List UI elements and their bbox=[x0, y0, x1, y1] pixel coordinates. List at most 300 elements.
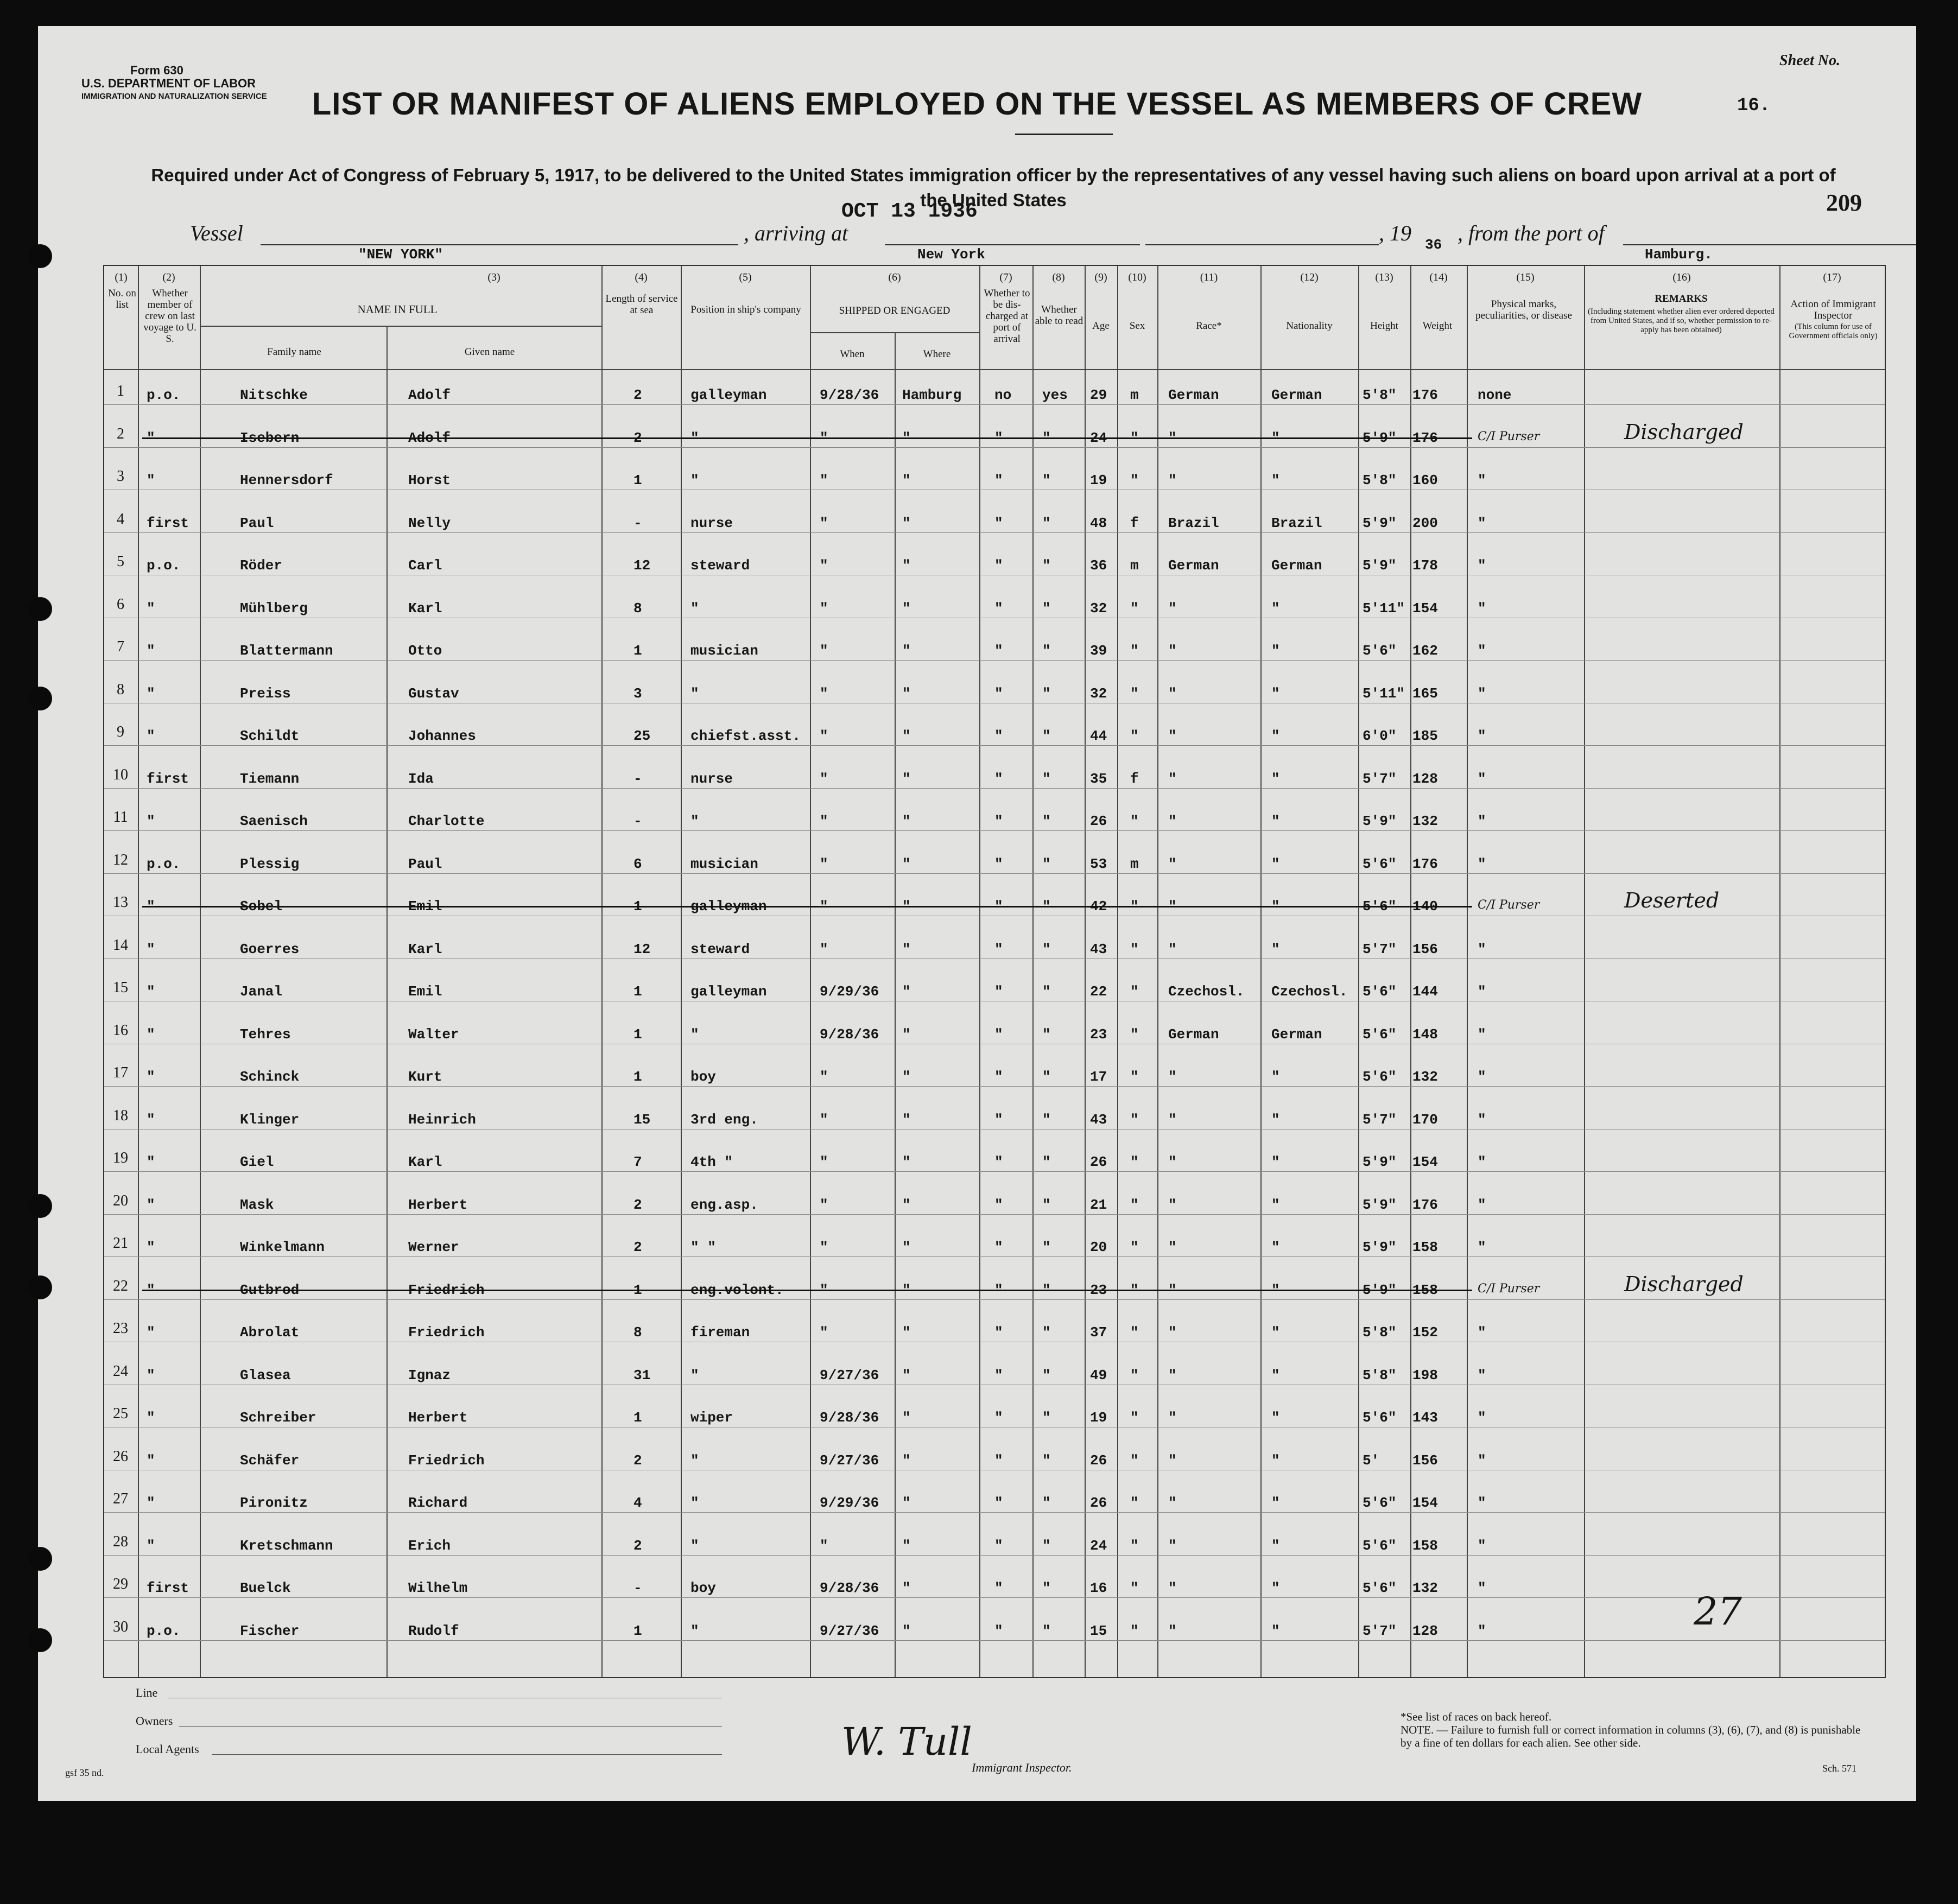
race-cell: German bbox=[1168, 1026, 1219, 1043]
discharged-cell: " bbox=[994, 983, 1003, 1000]
position-cell: galleyman bbox=[690, 387, 767, 403]
age-cell: 26 bbox=[1090, 1452, 1107, 1469]
weight-cell: 148 bbox=[1412, 1026, 1438, 1043]
sex-cell: " bbox=[1130, 1111, 1139, 1128]
last-voyage-cell: " bbox=[147, 1495, 155, 1511]
sex-cell: f bbox=[1130, 770, 1139, 787]
row-number: 3 bbox=[117, 468, 124, 485]
discharged-cell: " bbox=[994, 770, 1003, 787]
column-divider bbox=[1032, 266, 1034, 1677]
shipped-when-cell: 9/28/36 bbox=[820, 1410, 879, 1426]
row-rule bbox=[104, 1299, 1885, 1300]
race-cell: " bbox=[1168, 770, 1177, 787]
form-number: Form 630 bbox=[130, 64, 183, 77]
page-number: 209 bbox=[1826, 189, 1862, 216]
given-name-cell: Richard bbox=[408, 1495, 468, 1511]
weight-cell: 154 bbox=[1412, 1495, 1438, 1511]
column-divider bbox=[200, 266, 201, 1677]
able-to-read-cell: " bbox=[1042, 600, 1051, 617]
family-name-cell: Janal bbox=[240, 983, 283, 1000]
able-to-read-cell: " bbox=[1042, 1537, 1051, 1554]
position-cell: musician bbox=[690, 855, 758, 872]
row-number: 14 bbox=[113, 936, 128, 954]
row-number: 2 bbox=[117, 425, 124, 442]
last-voyage-cell: " bbox=[147, 600, 155, 617]
given-name-cell: Horst bbox=[408, 472, 451, 488]
nationality-cell: " bbox=[1271, 1239, 1280, 1255]
weight-cell: 176 bbox=[1412, 1196, 1438, 1213]
height-cell: 5'9" bbox=[1363, 1196, 1397, 1213]
last-voyage-cell: " bbox=[147, 1452, 155, 1469]
row-number: 7 bbox=[117, 638, 124, 655]
row-number: 5 bbox=[117, 553, 124, 570]
service-cell: - bbox=[633, 515, 642, 531]
discharged-cell: " bbox=[994, 1281, 1003, 1298]
department-name: U.S. DEPARTMENT OF LABOR bbox=[81, 77, 256, 90]
nationality-cell: " bbox=[1271, 898, 1280, 915]
shipped-where-cell: " bbox=[902, 1410, 911, 1426]
arriving-value: New York bbox=[917, 246, 985, 263]
family-name-cell: Hennersdorf bbox=[240, 472, 333, 488]
shipped-when-cell: " bbox=[820, 813, 828, 829]
column-number: (4) bbox=[635, 271, 648, 283]
nationality-cell: " bbox=[1271, 685, 1280, 702]
shipped-where-cell: " bbox=[902, 1495, 911, 1511]
column-number: (7) bbox=[999, 271, 1012, 283]
discharged-cell: no bbox=[994, 387, 1012, 403]
height-cell: 5'6" bbox=[1363, 1069, 1397, 1085]
row-number: 22 bbox=[113, 1277, 128, 1294]
weight-cell: 198 bbox=[1412, 1367, 1438, 1383]
service-cell: 8 bbox=[633, 600, 642, 617]
height-cell: 5'8" bbox=[1363, 472, 1397, 488]
able-to-read-cell: " bbox=[1042, 855, 1051, 872]
last-voyage-cell: " bbox=[147, 898, 155, 915]
age-cell: 24 bbox=[1090, 429, 1107, 446]
sex-cell: f bbox=[1130, 515, 1139, 531]
shipped-where-cell: " bbox=[902, 1324, 911, 1341]
weight-cell: 158 bbox=[1412, 1281, 1438, 1298]
given-name-cell: Friedrich bbox=[408, 1281, 485, 1298]
height-cell: 5'7" bbox=[1363, 770, 1397, 787]
shipped-where-cell: " bbox=[902, 728, 911, 744]
nationality-cell: " bbox=[1271, 1281, 1280, 1298]
able-to-read-cell: " bbox=[1042, 643, 1051, 659]
inspector-label: Immigrant Inspector. bbox=[972, 1761, 1072, 1774]
discharged-cell: " bbox=[994, 1239, 1003, 1255]
able-to-read-cell: " bbox=[1042, 1580, 1051, 1596]
height-cell: 5'9" bbox=[1363, 1239, 1397, 1255]
shipped-where-cell: " bbox=[902, 1239, 911, 1255]
service-cell: 1 bbox=[633, 1281, 642, 1298]
age-cell: 49 bbox=[1090, 1367, 1107, 1383]
discharged-cell: " bbox=[994, 472, 1003, 488]
able-to-read-cell: " bbox=[1042, 1111, 1051, 1128]
row-number: 19 bbox=[113, 1150, 128, 1166]
given-name-cell: Gustav bbox=[408, 685, 459, 702]
physical-marks-cell: " bbox=[1478, 1410, 1486, 1426]
physical-marks-cell: " bbox=[1478, 1367, 1486, 1383]
given-name-cell: Heinrich bbox=[408, 1111, 476, 1128]
column-divider bbox=[1358, 266, 1359, 1677]
nationality-cell: " bbox=[1271, 1537, 1280, 1554]
service-cell: 2 bbox=[633, 1196, 642, 1213]
discharged-cell: " bbox=[994, 515, 1003, 531]
height-cell: 5'6" bbox=[1363, 1495, 1397, 1511]
discharged-cell: " bbox=[994, 941, 1003, 957]
shipped-when-cell: " bbox=[820, 941, 828, 957]
nationality-cell: " bbox=[1271, 600, 1280, 617]
family-name-cell: Röder bbox=[240, 557, 283, 574]
sex-cell: " bbox=[1130, 472, 1139, 488]
age-cell: 32 bbox=[1090, 685, 1107, 702]
race-cell: " bbox=[1168, 1452, 1177, 1469]
weight-cell: 185 bbox=[1412, 728, 1438, 744]
shipped-when-cell: " bbox=[820, 429, 828, 446]
given-name-cell: Charlotte bbox=[408, 813, 485, 829]
position-cell: " bbox=[690, 1622, 699, 1639]
weight-cell: 128 bbox=[1412, 770, 1438, 787]
able-to-read-cell: " bbox=[1042, 1239, 1051, 1255]
race-cell: " bbox=[1168, 1154, 1177, 1170]
family-name-cell: Plessig bbox=[240, 855, 300, 872]
shipped-where-cell: " bbox=[902, 855, 911, 872]
sex-cell: " bbox=[1130, 1281, 1139, 1298]
nationality-cell: Czechosl. bbox=[1271, 983, 1348, 1000]
physical-marks-cell: C/I Purser bbox=[1478, 429, 1540, 443]
nationality-cell: " bbox=[1271, 1154, 1280, 1170]
discharged-cell: " bbox=[994, 557, 1003, 574]
header-col-16-sub: (Including statement whether alien ever ordered deported from United States, and if so, whether permission to re-apply has been obtained) bbox=[1587, 307, 1775, 334]
manifest-page bbox=[38, 26, 1916, 1801]
header-col-15: Physical marks, peculiarities, or disease bbox=[1475, 299, 1572, 321]
weight-cell: 170 bbox=[1412, 1111, 1438, 1128]
port-value: Hamburg. bbox=[1645, 246, 1713, 263]
column-divider bbox=[681, 266, 682, 1677]
physical-marks-cell: " bbox=[1478, 1537, 1486, 1554]
shipped-when-cell: 9/28/36 bbox=[820, 387, 879, 403]
title-underline bbox=[1015, 134, 1113, 135]
shipped-where-cell: " bbox=[902, 1111, 911, 1128]
column-divider bbox=[895, 333, 896, 1677]
shipped-when-cell: " bbox=[820, 728, 828, 744]
able-to-read-cell: " bbox=[1042, 1069, 1051, 1085]
column-number: (6) bbox=[888, 271, 901, 283]
sex-cell: " bbox=[1130, 1026, 1139, 1043]
physical-marks-cell: " bbox=[1478, 983, 1486, 1000]
binder-hole bbox=[28, 687, 52, 710]
column-divider bbox=[1085, 266, 1086, 1677]
physical-marks-cell: " bbox=[1478, 600, 1486, 617]
nationality-cell: " bbox=[1271, 728, 1280, 744]
position-cell: " bbox=[690, 600, 699, 617]
row-number: 30 bbox=[113, 1618, 128, 1635]
port-label: , from the port of bbox=[1458, 221, 1605, 245]
row-rule bbox=[104, 1214, 1885, 1215]
shipped-where-cell: " bbox=[902, 813, 911, 829]
given-name-cell: Erich bbox=[408, 1537, 451, 1554]
sex-cell: " bbox=[1130, 983, 1139, 1000]
discharged-cell: " bbox=[994, 1410, 1003, 1426]
given-name-cell: Friedrich bbox=[408, 1452, 485, 1469]
inspector-signature: W. Tull bbox=[841, 1719, 972, 1764]
sex-cell: " bbox=[1130, 685, 1139, 702]
position-cell: boy bbox=[690, 1069, 716, 1085]
shipped-where-cell: " bbox=[902, 941, 911, 957]
age-cell: 36 bbox=[1090, 557, 1107, 574]
discharged-cell: " bbox=[994, 643, 1003, 659]
given-name-cell: Karl bbox=[408, 600, 442, 617]
given-name-cell: Walter bbox=[408, 1026, 459, 1043]
last-voyage-cell: p.o. bbox=[147, 557, 181, 574]
given-name-cell: Ignaz bbox=[408, 1367, 451, 1383]
row-number: 4 bbox=[117, 510, 124, 528]
sex-cell: " bbox=[1130, 941, 1139, 957]
age-cell: 29 bbox=[1090, 387, 1107, 403]
column-divider bbox=[1779, 266, 1780, 1677]
service-cell: 1 bbox=[633, 983, 642, 1000]
physical-marks-cell: " bbox=[1478, 685, 1486, 702]
family-name-cell: Schinck bbox=[240, 1069, 300, 1085]
row-number: 8 bbox=[117, 681, 124, 698]
family-name-cell: Gutbrod bbox=[240, 1281, 300, 1298]
weight-cell: 176 bbox=[1412, 387, 1438, 403]
weight-cell: 176 bbox=[1412, 429, 1438, 446]
header-col-12: Nationality bbox=[1286, 320, 1333, 332]
sex-cell: " bbox=[1130, 1069, 1139, 1085]
family-name-cell: Glasea bbox=[240, 1367, 291, 1383]
physical-marks-cell: " bbox=[1478, 1154, 1486, 1170]
sex-cell: m bbox=[1130, 557, 1139, 574]
race-cell: German bbox=[1168, 387, 1219, 403]
given-name-cell: Emil bbox=[408, 983, 442, 1000]
physical-marks-cell: " bbox=[1478, 941, 1486, 957]
shipped-where-cell: " bbox=[902, 1452, 911, 1469]
race-cell: " bbox=[1168, 1196, 1177, 1213]
race-cell: " bbox=[1168, 1324, 1177, 1341]
header-col-3: NAME IN FULL bbox=[357, 303, 438, 316]
height-cell: 5' bbox=[1363, 1452, 1380, 1469]
sex-cell: m bbox=[1130, 855, 1139, 872]
age-cell: 23 bbox=[1090, 1026, 1107, 1043]
shipped-where-cell: Hamburg bbox=[902, 387, 962, 403]
family-name-cell: Mask bbox=[240, 1196, 274, 1213]
age-cell: 48 bbox=[1090, 515, 1107, 531]
age-cell: 43 bbox=[1090, 1111, 1107, 1128]
shipped-where-cell: " bbox=[902, 1026, 911, 1043]
line-label: Line bbox=[136, 1686, 158, 1699]
discharged-cell: " bbox=[994, 1580, 1003, 1596]
discharged-cell: " bbox=[994, 813, 1003, 829]
column-number: (10) bbox=[1128, 271, 1146, 283]
last-voyage-cell: " bbox=[147, 1196, 155, 1213]
height-cell: 5'9" bbox=[1363, 429, 1397, 446]
row-number: 9 bbox=[117, 723, 124, 740]
shipped-when-cell: " bbox=[820, 1069, 828, 1085]
column-divider bbox=[386, 327, 388, 1677]
column-divider bbox=[1467, 266, 1468, 1677]
column-divider bbox=[979, 266, 980, 1677]
discharged-cell: " bbox=[994, 728, 1003, 744]
owners-underline bbox=[179, 1726, 722, 1727]
physical-marks-cell: " bbox=[1478, 472, 1486, 488]
service-cell: 1 bbox=[633, 472, 642, 488]
height-cell: 5'6" bbox=[1363, 898, 1397, 915]
discharged-cell: " bbox=[994, 1537, 1003, 1554]
strike-through bbox=[142, 906, 1472, 907]
service-cell: 25 bbox=[633, 728, 651, 744]
given-name-cell: Werner bbox=[408, 1239, 459, 1255]
service-cell: 1 bbox=[633, 898, 642, 915]
shipped-where-cell: " bbox=[902, 515, 911, 531]
vessel-line bbox=[190, 220, 1922, 263]
race-cell: " bbox=[1168, 855, 1177, 872]
weight-cell: 156 bbox=[1412, 1452, 1438, 1469]
binder-hole bbox=[28, 597, 52, 621]
physical-marks-cell: " bbox=[1478, 1239, 1486, 1255]
column-number: (9) bbox=[1094, 271, 1107, 283]
sex-cell: m bbox=[1130, 387, 1139, 403]
nationality-cell: " bbox=[1271, 941, 1280, 957]
height-cell: 5'9" bbox=[1363, 813, 1397, 829]
given-name-cell: Kurt bbox=[408, 1069, 442, 1085]
nationality-cell: German bbox=[1271, 387, 1322, 403]
binder-hole bbox=[28, 1547, 52, 1571]
header-col-4: Length of service at sea bbox=[605, 293, 678, 316]
race-cell: " bbox=[1168, 898, 1177, 915]
physical-marks-cell: " bbox=[1478, 557, 1486, 574]
physical-marks-cell: " bbox=[1478, 728, 1486, 744]
position-cell: steward bbox=[690, 557, 750, 574]
column-number: (5) bbox=[739, 271, 752, 283]
shipped-when-cell: " bbox=[820, 898, 828, 915]
remarks-cell: Deserted bbox=[1624, 888, 1720, 912]
position-cell: galleyman bbox=[690, 983, 767, 1000]
height-cell: 5'8" bbox=[1363, 387, 1397, 403]
shipped-when-cell: 9/28/36 bbox=[820, 1026, 879, 1043]
discharged-cell: " bbox=[994, 1622, 1003, 1639]
last-voyage-cell: " bbox=[147, 1410, 155, 1426]
header-col-6a: When bbox=[840, 348, 865, 360]
nationality-cell: " bbox=[1271, 1622, 1280, 1639]
header-col-16: REMARKS bbox=[1655, 293, 1708, 304]
sex-cell: " bbox=[1130, 1410, 1139, 1426]
row-rule bbox=[104, 788, 1885, 789]
physical-marks-cell: C/I Purser bbox=[1478, 1281, 1540, 1296]
header-col-13: Height bbox=[1370, 320, 1398, 332]
position-cell: nurse bbox=[690, 515, 733, 531]
weight-cell: 158 bbox=[1412, 1239, 1438, 1255]
physical-marks-cell: " bbox=[1478, 643, 1486, 659]
nationality-cell: " bbox=[1271, 1410, 1280, 1426]
nationality-cell: Brazil bbox=[1271, 515, 1322, 531]
height-cell: 5'6" bbox=[1363, 855, 1397, 872]
weight-cell: 132 bbox=[1412, 813, 1438, 829]
agents-underline bbox=[212, 1754, 722, 1755]
shipped-where-cell: " bbox=[902, 1281, 911, 1298]
given-name-cell: Rudolf bbox=[408, 1622, 459, 1639]
given-name-cell: Carl bbox=[408, 557, 442, 574]
column-number: (15) bbox=[1516, 271, 1535, 283]
row-number: 28 bbox=[113, 1533, 128, 1550]
discharged-cell: " bbox=[994, 429, 1003, 446]
shipped-where-cell: " bbox=[902, 643, 911, 659]
age-cell: 22 bbox=[1090, 983, 1107, 1000]
service-cell: 15 bbox=[633, 1111, 651, 1128]
height-cell: 5'6" bbox=[1363, 1026, 1397, 1043]
position-cell: nurse bbox=[690, 770, 733, 787]
weight-cell: 140 bbox=[1412, 898, 1438, 915]
arriving-label: , arriving at bbox=[744, 221, 848, 245]
row-rule bbox=[104, 1512, 1885, 1513]
weight-cell: 152 bbox=[1412, 1324, 1438, 1341]
header-col-10: Sex bbox=[1129, 320, 1145, 332]
header-col-6: SHIPPED OR ENGAGED bbox=[839, 305, 951, 316]
position-cell: chiefst.asst. bbox=[690, 728, 801, 744]
service-cell: 8 bbox=[633, 1324, 642, 1341]
family-name-cell: Saenisch bbox=[240, 813, 308, 829]
shipped-when-cell: " bbox=[820, 515, 828, 531]
strike-through bbox=[142, 1290, 1472, 1291]
column-divider bbox=[810, 266, 811, 1677]
nationality-cell: " bbox=[1271, 1069, 1280, 1085]
header-col-8: Whether able to read bbox=[1035, 304, 1083, 327]
row-number: 29 bbox=[113, 1576, 128, 1592]
family-name-cell: Kretschmann bbox=[240, 1537, 333, 1554]
physical-marks-cell: " bbox=[1478, 1324, 1486, 1341]
physical-marks-cell: " bbox=[1478, 1111, 1486, 1128]
year-suffix: 36 bbox=[1425, 237, 1442, 253]
row-number: 13 bbox=[113, 894, 128, 911]
service-cell: 1 bbox=[633, 1026, 642, 1043]
position-cell: eng.asp. bbox=[690, 1196, 758, 1213]
height-cell: 5'8" bbox=[1363, 1324, 1397, 1341]
position-cell: " bbox=[690, 472, 699, 488]
shipped-where-cell: " bbox=[902, 557, 911, 574]
service-cell: 2 bbox=[633, 1239, 642, 1255]
column-number: (17) bbox=[1823, 271, 1841, 283]
last-voyage-cell: p.o. bbox=[147, 387, 181, 403]
age-cell: 26 bbox=[1090, 813, 1107, 829]
last-voyage-cell: " bbox=[147, 1324, 155, 1341]
height-cell: 5'8" bbox=[1363, 1367, 1397, 1383]
shipped-when-cell: 9/27/36 bbox=[820, 1367, 879, 1383]
column-divider bbox=[1260, 266, 1262, 1677]
given-name-cell: Adolf bbox=[408, 429, 451, 446]
shipped-where-cell: " bbox=[902, 770, 911, 787]
service-cell: 1 bbox=[633, 1069, 642, 1085]
sex-cell: " bbox=[1130, 1495, 1139, 1511]
weight-cell: 154 bbox=[1412, 600, 1438, 617]
age-cell: 15 bbox=[1090, 1622, 1107, 1639]
given-name-cell: Johannes bbox=[408, 728, 476, 744]
last-voyage-cell: " bbox=[147, 1239, 155, 1255]
service-cell: 2 bbox=[633, 387, 642, 403]
vessel-label: Vessel bbox=[190, 221, 243, 245]
shipped-when-cell: " bbox=[820, 472, 828, 488]
row-number: 11 bbox=[113, 809, 128, 826]
discharged-cell: " bbox=[994, 685, 1003, 702]
physical-marks-cell: " bbox=[1478, 1026, 1486, 1043]
given-name-cell: Paul bbox=[408, 855, 442, 872]
position-cell: " bbox=[690, 1495, 699, 1511]
able-to-read-cell: " bbox=[1042, 941, 1051, 957]
shipped-where-cell: " bbox=[902, 429, 911, 446]
last-voyage-cell: " bbox=[147, 983, 155, 1000]
age-cell: 26 bbox=[1090, 1495, 1107, 1511]
shipped-when-cell: " bbox=[820, 600, 828, 617]
race-cell: " bbox=[1168, 728, 1177, 744]
